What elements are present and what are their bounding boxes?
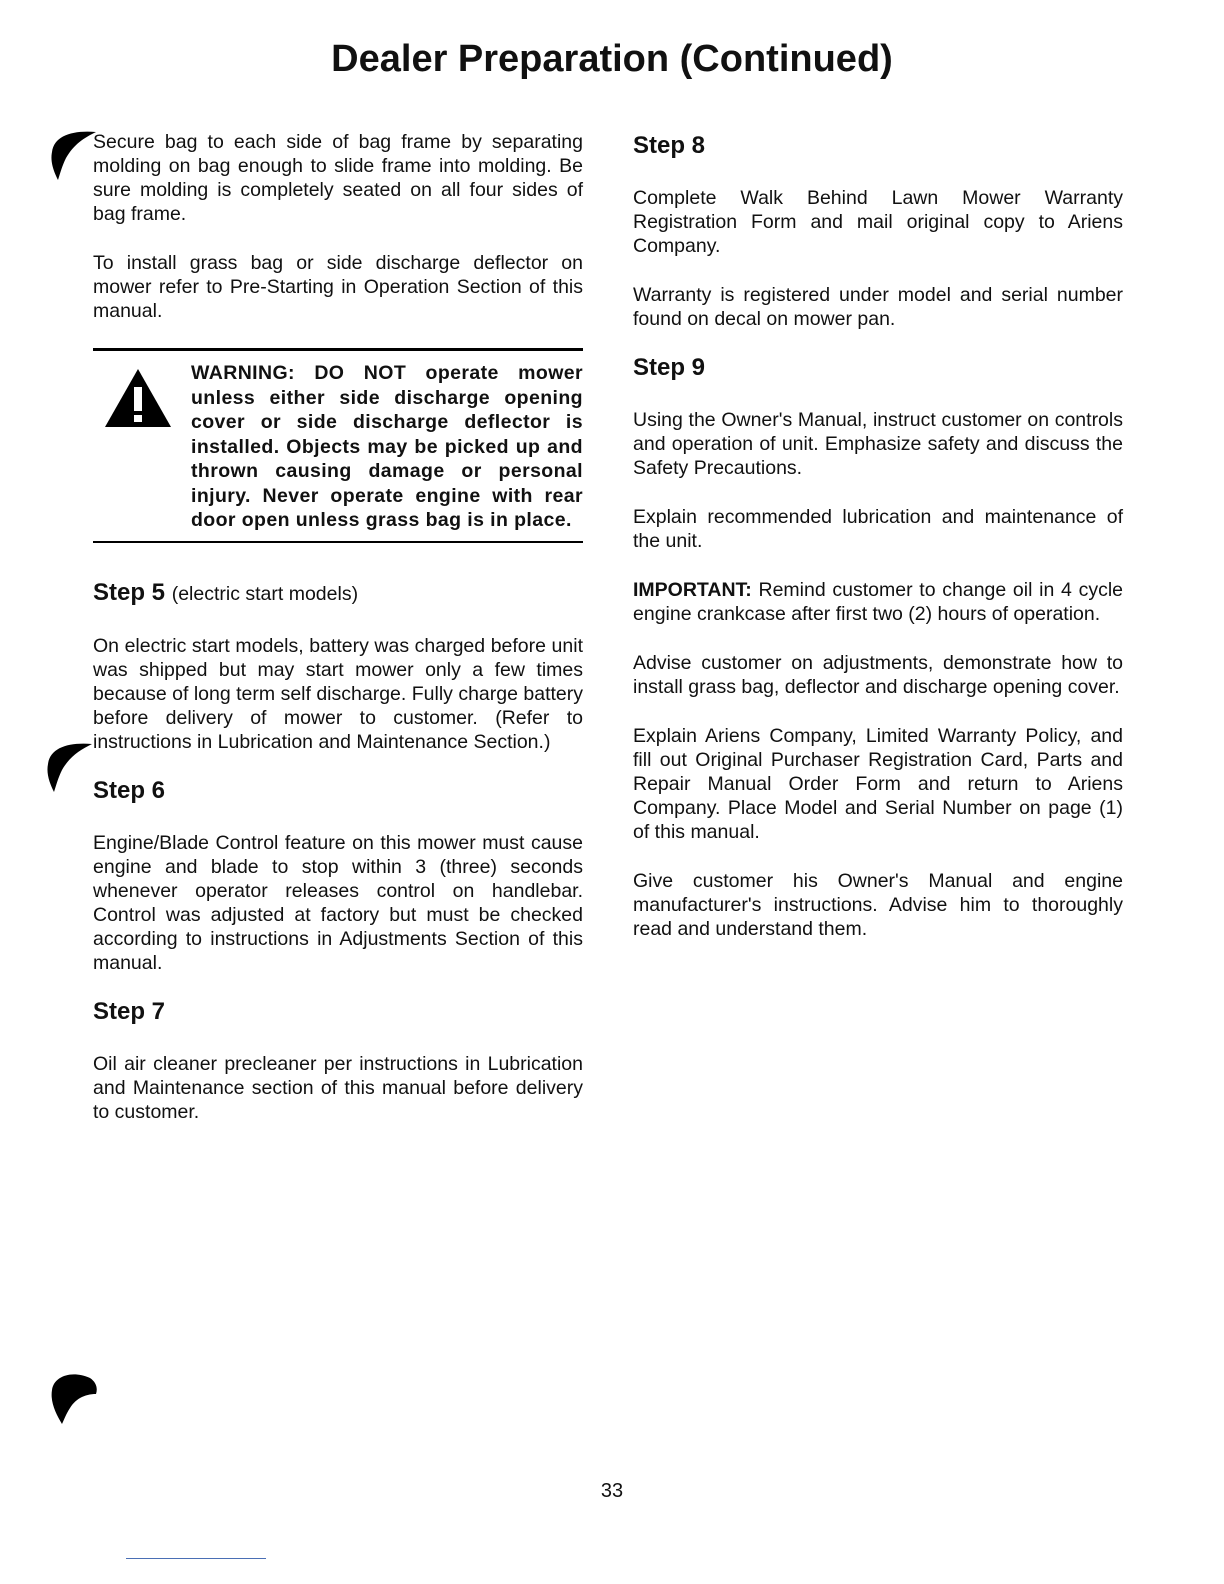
step-9-text-1: Using the Owner's Manual, instruct customer on controls and operation of unit. Emphasize safety and discuss the Safety Precautions.: [633, 409, 1123, 479]
step-5-title: Step 5: [93, 578, 166, 606]
bag-frame-paragraph: Secure bag to each side of bag frame by separating molding on bag enough to slide frame into molding. Be sure molding is completely seated on all four sides of bag frame.: [93, 131, 583, 225]
important-note: [633, 578, 1123, 626]
left-column: [93, 130, 583, 1149]
step-8-text-1: Complete Walk Behind Lawn Mower Warranty Registration Form and mail original copy to Ariens Company.: [633, 187, 1123, 257]
step-8-heading: Step 8: [633, 132, 706, 159]
step-9-text-5: Give customer his Owner's Manual and engine manufacturer's instructions. Advise him to thoroughly read and understand them.: [633, 870, 1123, 940]
step-7-heading: Step 7: [93, 997, 166, 1025]
binder-hole-mark-bottom: [46, 1364, 106, 1426]
scan-underline-mark: [126, 1558, 266, 1559]
install-grass-bag-paragraph: To install grass bag or side discharge deflector on mower refer to Pre-Starting in Operation Section of this manual.: [93, 252, 583, 322]
step-6-text: Engine/Blade Control feature on this mower must cause engine and blade to stop within 3 (three) seconds whenever operator releases control on handlebar. Control was adjusted at factory but must be checked according to instructions in Adjustments Section of this manual.: [93, 831, 583, 974]
step-5-subtitle: (electric start models): [171, 582, 359, 605]
step-6-heading: Step 6: [93, 776, 166, 804]
step-9-heading: Step 9: [633, 354, 706, 381]
right-column: [633, 130, 1123, 966]
page-number: 33: [600, 1480, 624, 1502]
important-label: IMPORTANT:: [633, 579, 752, 601]
step-8-text-2: Warranty is registered under model and serial number found on decal on mower pan.: [633, 284, 1123, 330]
step-5-heading: [93, 578, 583, 606]
warning-triangle-icon: [103, 367, 173, 429]
warning-box: [93, 348, 583, 543]
step-7-text: Oil air cleaner precleaner per instructions in Lubrication and Maintenance section of this manual before delivery to customer.: [93, 1052, 583, 1123]
step-9-text-2: Explain recommended lubrication and maintenance of the unit.: [633, 506, 1123, 552]
step-9-text-4: Explain Ariens Company, Limited Warranty Policy, and fill out Original Purchaser Registration Card, Parts and Repair Manual Order Form and return to Ariens Company. Place Model and Serial Number on page (1) of this manual.: [633, 725, 1123, 843]
step-5-text: On electric start models, battery was charged before unit was shipped but may start mower only a few times because of long term self discharge. Fully charge battery before delivery of mower to customer. (Refer to instructions in Lubrication and Maintenance Section.): [93, 634, 583, 753]
step-9-text-3: Advise customer on adjustments, demonstrate how to install grass bag, deflector and discharge opening cover.: [633, 652, 1123, 698]
page-title: Dealer Preparation (Continued): [331, 38, 893, 80]
warning-text: WARNING: DO NOT operate mower unless either side discharge opening cover or side discharge deflector is installed. Objects may be picked up and thrown causing damage or personal injury. Never operate engine with rear door open unless grass bag is in place.: [191, 362, 583, 531]
important-text: Remind customer to change oil in 4 cycle engine crankcase after first two (2) hours of operation.: [633, 579, 1123, 625]
binder-hole-mark-middle: [40, 734, 100, 796]
